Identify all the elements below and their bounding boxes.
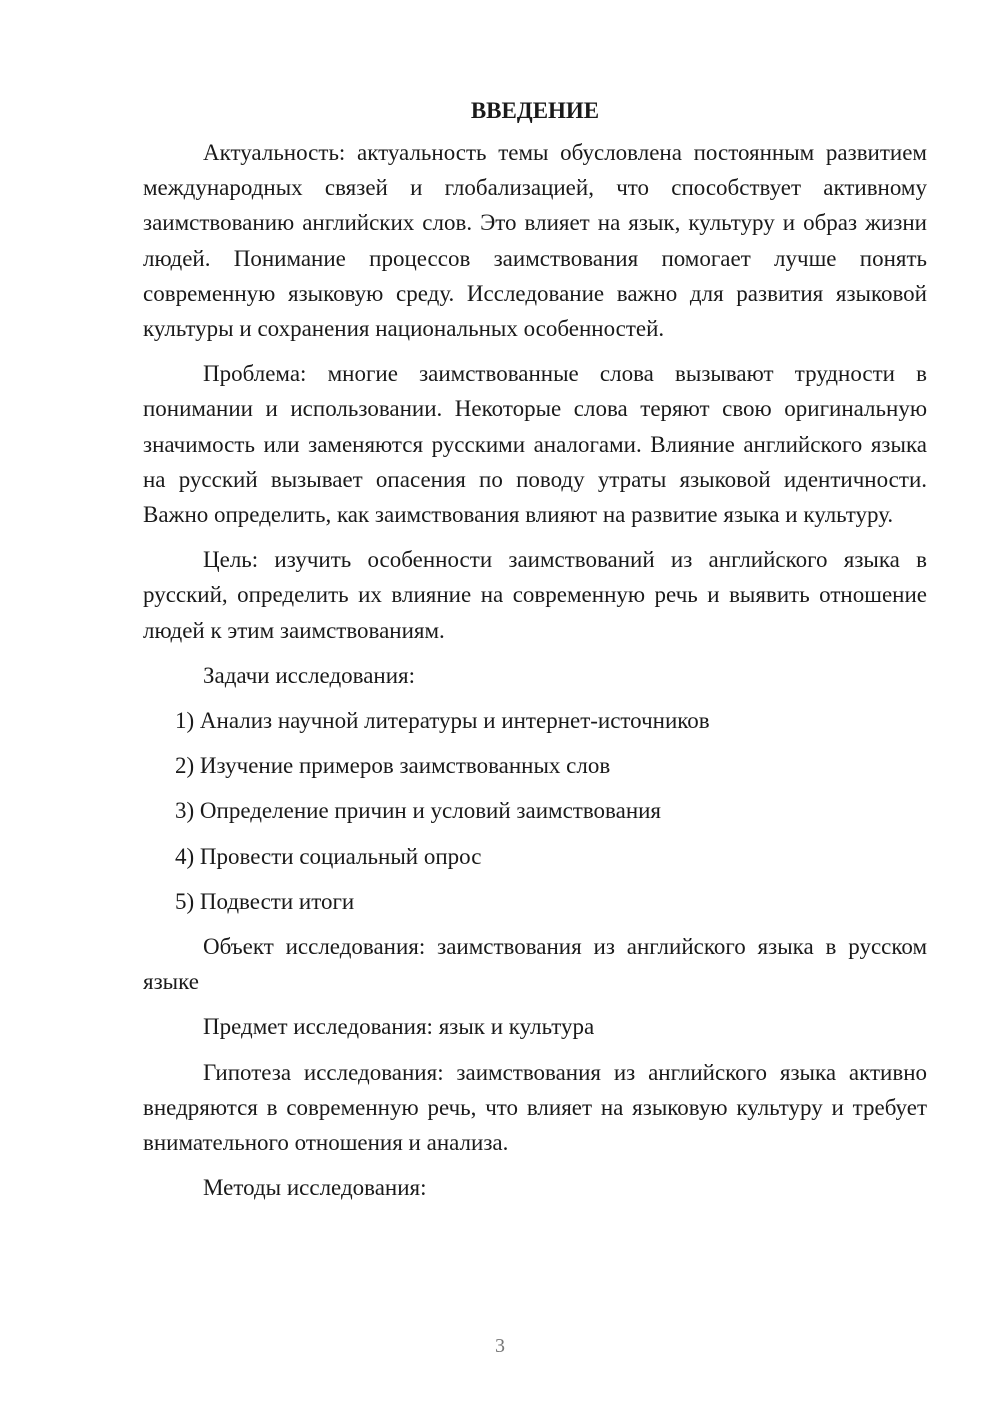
subject-paragraph: Предмет исследования: язык и культура — [203, 1014, 595, 1040]
list-item: 4) Провести социальный опрос — [175, 843, 482, 869]
tasks-heading: Задачи исследования: — [203, 662, 416, 688]
problem-paragraph: Проблема: многие заимствованные слова вызывают трудности в понимании и использовании. Некоторые слова теряют свою оригинальную значимость или заменяются русскими аналогами. Влияние английского языка на русский вызывает опасения по поводу утраты языковой идентичности. Важно определить, как заимствования влияют на развитие языка и культуру. — [143, 361, 927, 528]
page-number: 3 — [495, 1335, 505, 1357]
hypothesis-paragraph: Гипотеза исследования: заимствования из английского языка активно внедряются в современную речь, что влияет на языковую культуру и требует внимательного отношения и анализа. — [143, 1059, 927, 1156]
goal-paragraph: Цель: изучить особенности заимствований из английского языка в русский, определить их влияние на современную речь и выявить отношение людей к этим заимствованиям. — [143, 547, 927, 643]
page-content — [143, 98, 927, 1215]
list-item: 1) Анализ научной литературы и интернет-источников — [175, 708, 710, 734]
object-paragraph: Объект исследования: заимствования из английского языка в русском языке — [143, 934, 927, 995]
list-item: 2) Изучение примеров заимствованных слов — [175, 753, 611, 779]
list-item: 5) Подвести итоги — [175, 888, 355, 914]
tasks-list — [143, 703, 927, 919]
page-title: ВВЕДЕНИЕ — [470, 98, 600, 123]
list-item: 3) Определение причин и условий заимствования — [175, 798, 662, 824]
methods-heading: Методы исследования: — [203, 1175, 427, 1201]
relevance-paragraph: Актуальность: актуальность темы обусловлена постоянным развитием международных связей и глобализацией, что способствует активному заимствованию английских слов. Это влияет на язык, культуру и образ жизни людей. Понимание процессов заимствования помогает лучше понять современную языковую среду. Исследование важно для развития языковой культуры и сохранения национальных особенностей. — [143, 140, 927, 342]
